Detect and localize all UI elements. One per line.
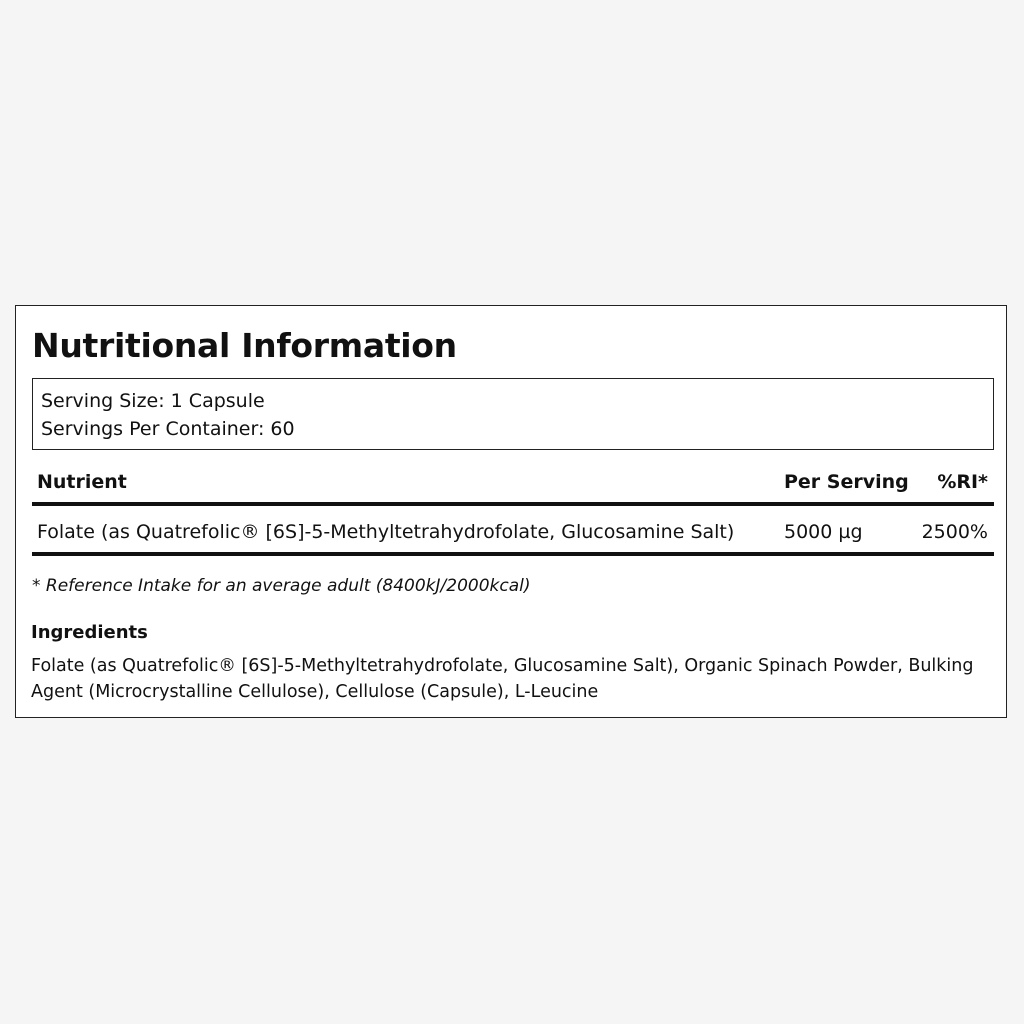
serving-size: Serving Size: 1 Capsule [41, 390, 265, 412]
reference-intake-footnote: * Reference Intake for an average adult (8400kJ/2000kcal) [32, 576, 531, 596]
header-ri: %RI* [937, 471, 988, 493]
table-row [32, 506, 994, 556]
ingredients-heading: Ingredients [31, 622, 148, 643]
header-nutrient: Nutrient [37, 471, 127, 493]
serving-info-box [32, 378, 994, 450]
nutrient-name: Folate (as Quatrefolic® [6S]-5-Methyltetrahydrofolate, Glucosamine Salt) [37, 521, 735, 543]
nutrient-table [32, 466, 994, 556]
servings-per-container: Servings Per Container: 60 [41, 418, 295, 440]
nutrition-panel [15, 305, 1007, 718]
nutrient-per-serving: 5000 µg [784, 521, 863, 543]
table-header [32, 466, 994, 506]
header-per-serving: Per Serving [784, 471, 909, 493]
nutrient-ri: 2500% [921, 521, 988, 543]
panel-title: Nutritional Information [32, 326, 457, 365]
ingredients-list: Folate (as Quatrefolic® [6S]-5-Methyltetrahydrofolate, Glucosamine Salt), Organic Spinach Powder, Bulking Agent (Microcrystalline Cellulose), Cellulose (Capsule), L-Leucine [31, 656, 974, 702]
